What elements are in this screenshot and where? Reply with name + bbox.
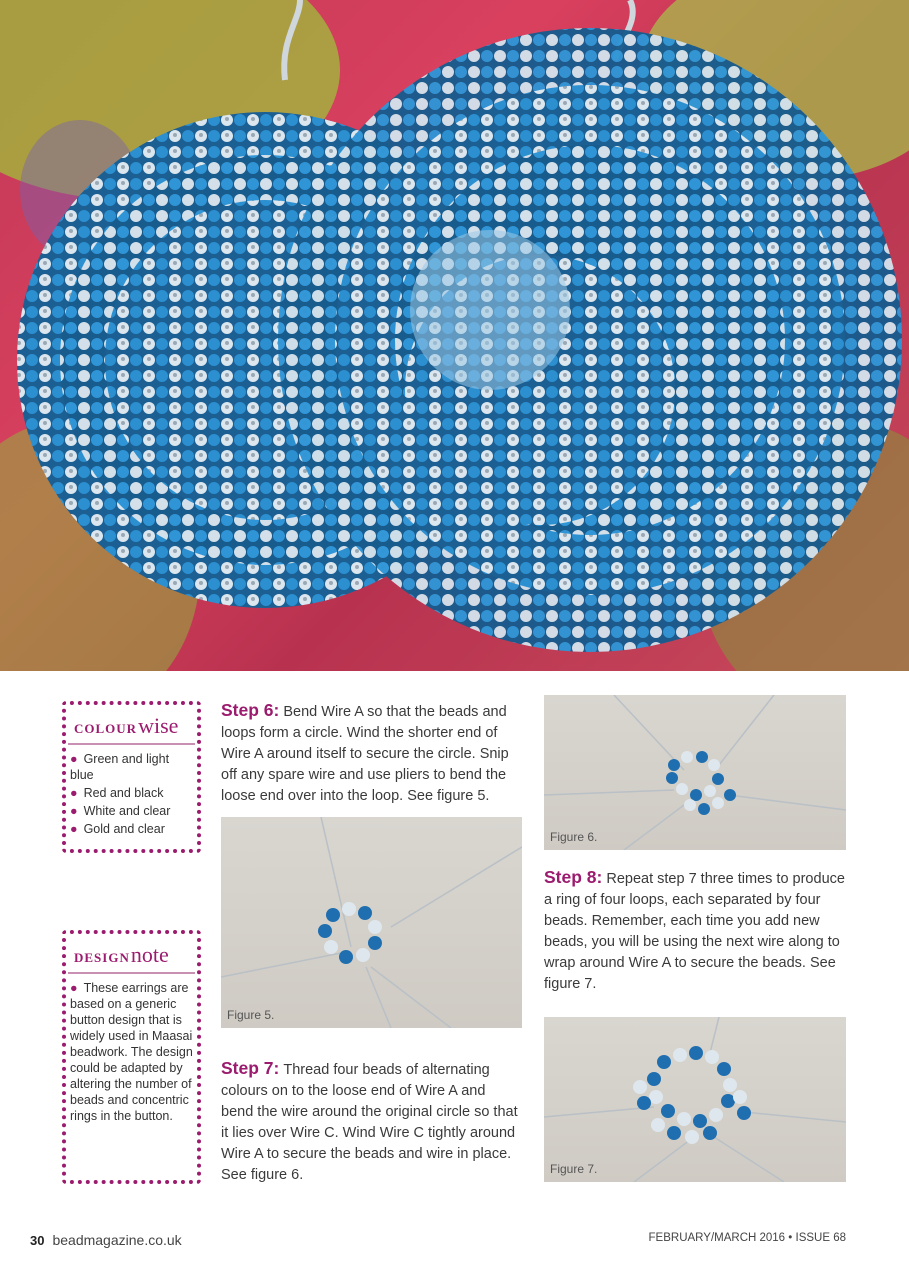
- figure-7-bead-ring: [544, 1017, 846, 1182]
- colourwise-title: COLOUR wise: [68, 705, 195, 745]
- step-7-label: Step 7:: [221, 1058, 280, 1078]
- step-7-text: Thread four beads of alternating colours on to the loose end of Wire A and bend the wire around the original circle so that it lies over Wire C. Wind Wire C tightly around Wire A to secure the beads and wire in place. See figure 6.: [221, 1062, 518, 1183]
- list-item: ● Green and light blue: [70, 752, 170, 782]
- designnote-box: [62, 930, 201, 1184]
- colourwise-box: [62, 701, 201, 853]
- step-6-label: Step 6:: [221, 700, 280, 720]
- designnote-list: [66, 980, 197, 1124]
- figure-5-caption: Figure 5.: [227, 1008, 275, 1022]
- issue-info: FEBRUARY/MARCH 2016 • ISSUE 68: [648, 1232, 846, 1244]
- figure-6-bead-ring: [544, 695, 846, 850]
- list-item: ● Gold and clear: [70, 822, 165, 836]
- step-6-paragraph: [221, 700, 521, 807]
- footer-left: [30, 1232, 182, 1248]
- colour-list: [66, 751, 197, 837]
- figure-6-caption: Figure 6.: [550, 830, 598, 844]
- step-8-label: Step 8:: [544, 867, 603, 887]
- list-item: ● White and clear: [70, 804, 171, 818]
- list-item: ● Red and black: [70, 786, 164, 800]
- step-8-paragraph: [544, 867, 846, 995]
- page-number: 30: [30, 1233, 45, 1248]
- figure-5-bead-ring: [221, 817, 522, 1028]
- figure-6-photo: [544, 695, 846, 850]
- step-8-text: Repeat step 7 three times to produce a ring of four loops, each separated by four beads. Remember, each time you add new beads, you will be using the next wire along to wrap around Wire A to secure the beads. See figure 7.: [544, 871, 845, 992]
- figure-7-caption: Figure 7.: [550, 1162, 598, 1176]
- step-6-text: Bend Wire A so that the beads and loops form a circle. Wind the shorter end of Wire A around itself to secure the circle. Snip off any spare wire and use pliers to bend the loose end over into the loop. See figure 5.: [221, 704, 509, 804]
- site-url: beadmagazine.co.uk: [52, 1232, 182, 1248]
- designnote-text: ● These earrings are based on a generic button design that is widely used in Maasai beadwork. The design could be adapted by altering the number of beads and concentric rings in the button.: [70, 981, 193, 1123]
- designnote-title: DESIGN note: [68, 934, 195, 974]
- figure-5-photo: [221, 817, 522, 1028]
- figure-7-photo: [544, 1017, 846, 1182]
- step-7-paragraph: [221, 1058, 521, 1186]
